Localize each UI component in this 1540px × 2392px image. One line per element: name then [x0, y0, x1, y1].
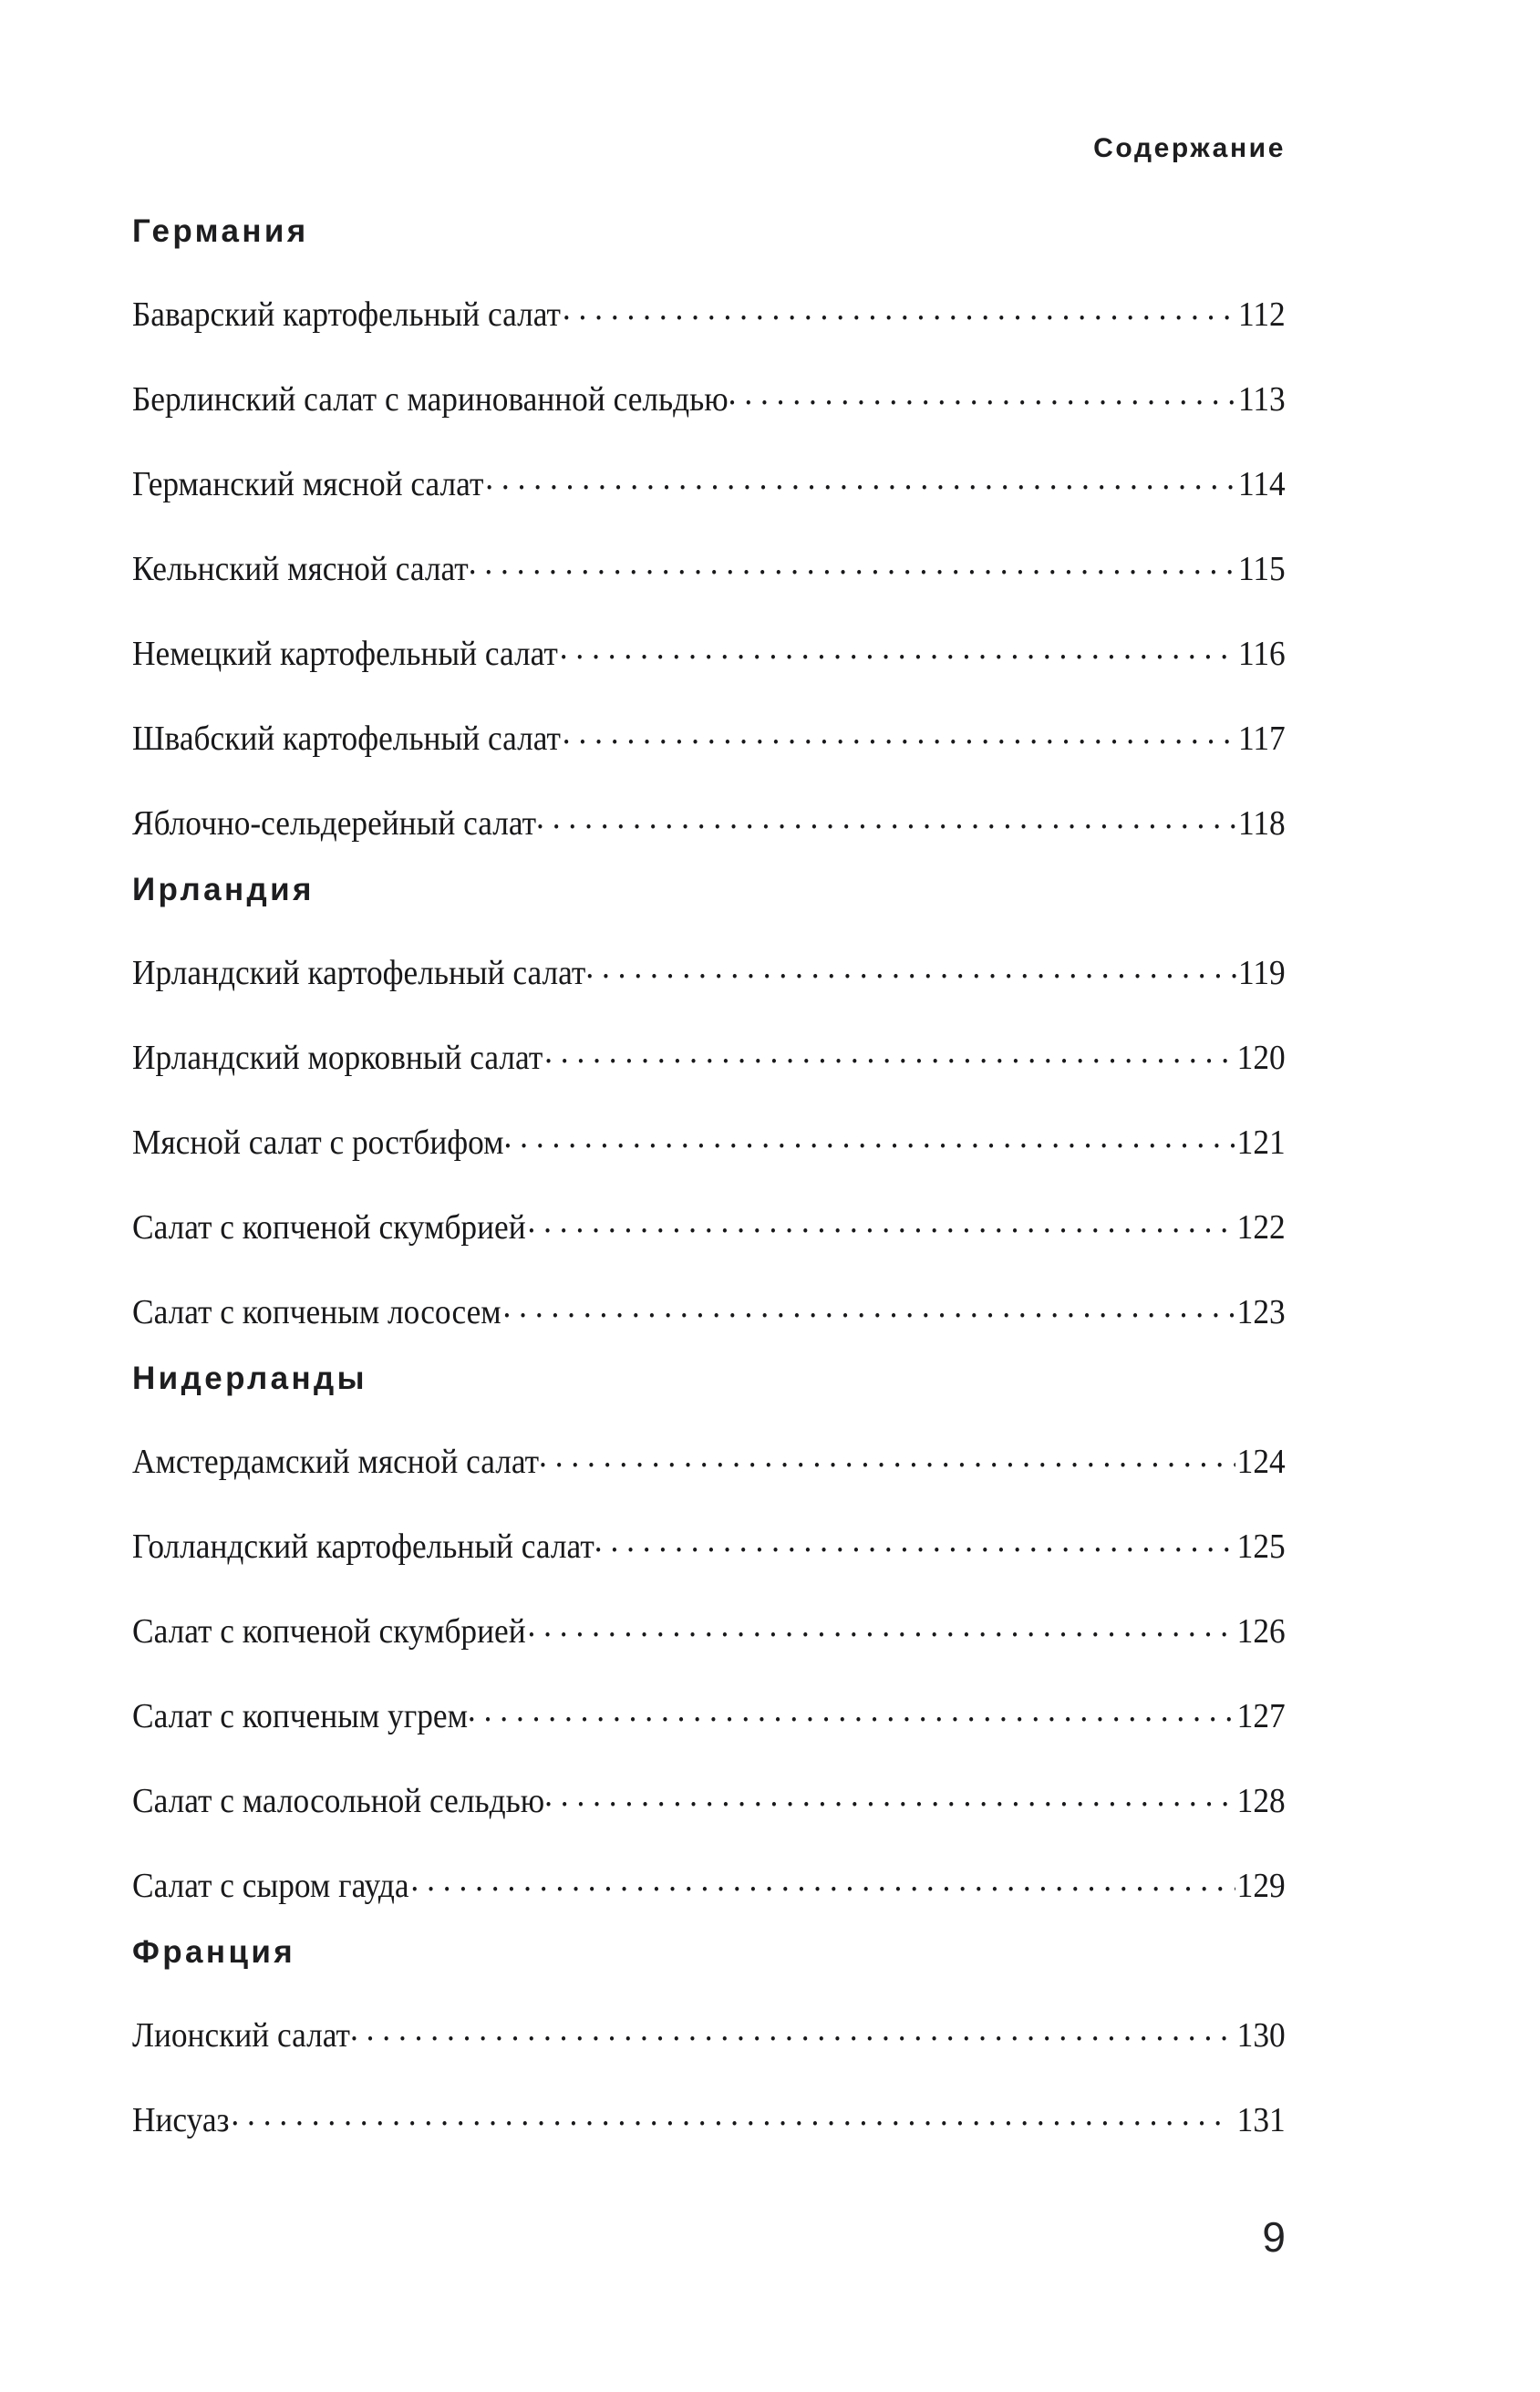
toc-entry[interactable]: [132, 545, 1286, 586]
toc-section: [132, 868, 1286, 1330]
toc-entry[interactable]: [132, 1777, 1286, 1818]
toc-entry-page-number: 117: [1237, 720, 1286, 758]
page-content-column: [132, 0, 1286, 2392]
toc-leader-dots: [231, 2097, 1235, 2131]
toc-entry[interactable]: [132, 1523, 1286, 1564]
toc-leader-dots: [563, 291, 1236, 326]
toc-entry-title: Салат с малосольной сельдью: [132, 1782, 545, 1820]
toc-entry-page-number: 112: [1237, 295, 1286, 334]
toc-entry-page-number: 119: [1237, 954, 1286, 992]
toc-leader-dots: [469, 545, 1236, 580]
toc-entry-title: Германский мясной салат: [132, 465, 484, 503]
toc-entry[interactable]: [132, 800, 1286, 841]
toc-entry[interactable]: [132, 1034, 1286, 1075]
toc-entry-page-number: 127: [1236, 1697, 1286, 1735]
toc-entry-title: Салат с копченой скумбрией: [132, 1208, 526, 1247]
toc-entry[interactable]: [132, 1862, 1286, 1903]
toc-entry-title: Ирландский картофельный салат: [132, 954, 586, 992]
toc-entry-page-number: 129: [1236, 1867, 1286, 1905]
toc-leader-dots: [729, 376, 1236, 410]
toc-entry-page-number: 128: [1236, 1782, 1286, 1820]
toc-leader-dots: [468, 1693, 1235, 1727]
toc-entry-page-number: 113: [1237, 380, 1286, 419]
toc-entry-title: Салат с копченой скумбрией: [132, 1612, 526, 1651]
toc-leader-dots: [536, 800, 1236, 834]
toc-entry-title: Ирландский морковный салат: [132, 1039, 543, 1077]
toc-entry-page-number: 123: [1236, 1293, 1286, 1331]
toc-entry[interactable]: [132, 2012, 1286, 2053]
toc-entry-title: Голландский картофельный салат: [132, 1527, 594, 1566]
toc-leader-dots: [485, 461, 1236, 495]
toc-entry[interactable]: [132, 1289, 1286, 1330]
toc-section-title: Ирландия: [132, 872, 315, 907]
toc-entry-title: Швабский картофельный салат: [132, 720, 561, 758]
toc-leader-dots: [502, 1289, 1235, 1323]
toc-leader-dots: [504, 1119, 1235, 1154]
toc-entry-title: Берлинский салат с маринованной сельдью: [132, 380, 729, 419]
toc-entry[interactable]: [132, 630, 1286, 671]
toc-entry[interactable]: [132, 1693, 1286, 1734]
toc-entry[interactable]: [132, 1204, 1286, 1245]
toc-entry-title: Лионский салат: [132, 2016, 350, 2055]
toc-entry-title: Яблочно-сельдерейный салат: [132, 804, 537, 843]
toc-entry-page-number: 121: [1236, 1124, 1286, 1162]
toc-entry[interactable]: [132, 1119, 1286, 1160]
toc-entry[interactable]: [132, 1608, 1286, 1649]
toc-section-title: Германия: [132, 213, 309, 249]
toc-leader-dots: [560, 630, 1236, 665]
toc-entry-title: Нисуаз: [132, 2101, 230, 2139]
toc-entry-page-number: 118: [1237, 804, 1286, 843]
toc-leader-dots: [527, 1608, 1235, 1642]
toc-section: [132, 210, 1286, 841]
toc-entry-title: Салат с сыром гауда: [132, 1867, 409, 1905]
toc-entry-title: Салат с копченым угрем: [132, 1697, 468, 1735]
toc-entry-title: Мясной салат с ростбифом: [132, 1124, 504, 1162]
toc-entry[interactable]: [132, 949, 1286, 990]
toc-entry-page-number: 125: [1236, 1527, 1286, 1566]
toc-leader-dots: [594, 1523, 1235, 1558]
toc-entry-page-number: 131: [1236, 2101, 1286, 2139]
toc-leader-dots: [539, 1438, 1235, 1473]
toc-entry-page-number: 130: [1236, 2016, 1286, 2055]
toc-section-title: Нидерланды: [132, 1361, 367, 1396]
toc-leader-dots: [585, 949, 1236, 984]
toc-leader-dots: [544, 1777, 1235, 1812]
toc-entry-title: Салат с копченым лососем: [132, 1293, 501, 1331]
toc-entry-page-number: 122: [1236, 1208, 1286, 1247]
toc-section: [132, 1931, 1286, 2138]
toc-leader-dots: [563, 715, 1236, 750]
toc-entry-title: Немецкий картофельный салат: [132, 635, 558, 673]
toc-leader-dots: [544, 1034, 1235, 1069]
toc-entry[interactable]: [132, 2097, 1286, 2138]
toc-entry[interactable]: [132, 715, 1286, 756]
toc-leader-dots: [410, 1862, 1235, 1897]
toc-entry-page-number: 116: [1237, 635, 1286, 673]
toc-entry[interactable]: [132, 1438, 1286, 1479]
page-number-folio: 9: [1262, 2213, 1286, 2261]
toc-entry-page-number: 126: [1236, 1612, 1286, 1651]
table-of-contents: [132, 210, 1286, 2138]
toc-entry-title: Баварский картофельный салат: [132, 295, 561, 334]
toc-entry-page-number: 124: [1236, 1443, 1286, 1481]
toc-entry[interactable]: [132, 291, 1286, 332]
toc-section: [132, 1357, 1286, 1903]
toc-section-title: Франция: [132, 1934, 296, 1970]
toc-entry[interactable]: [132, 376, 1286, 417]
toc-entry[interactable]: [132, 461, 1286, 502]
toc-leader-dots: [527, 1204, 1235, 1238]
toc-entry-page-number: 120: [1236, 1039, 1286, 1077]
toc-entry-title: Кельнский мясной салат: [132, 550, 469, 588]
toc-entry-page-number: 115: [1237, 550, 1286, 588]
running-head: Содержание: [1093, 133, 1286, 163]
toc-entry-page-number: 114: [1237, 465, 1286, 503]
toc-entry-title: Амстердамский мясной салат: [132, 1443, 540, 1481]
toc-leader-dots: [350, 2012, 1235, 2046]
